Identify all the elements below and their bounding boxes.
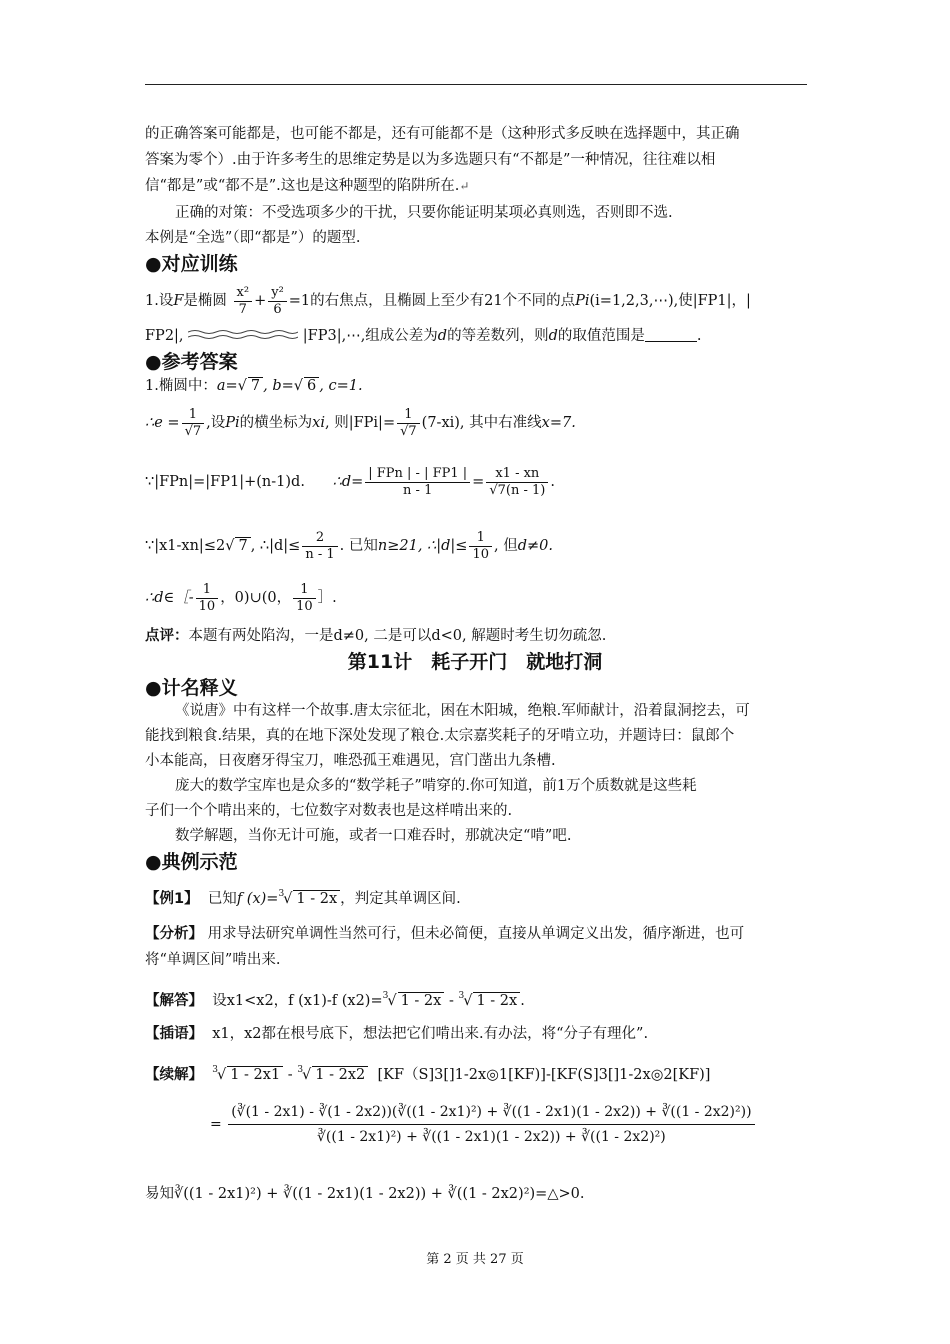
section-heading-example: ●典例示范 xyxy=(145,851,238,873)
example-line-1: 【例1】 已知f (x)=$^3$√ 1 - 2x ，判定其单调区间. xyxy=(145,884,807,909)
header-rule xyxy=(145,84,807,85)
section-heading-name: ●计名释义 xyxy=(145,677,238,699)
answer-line-2: ∴e = $\frac{1}{√7}$ ,设Pi的横坐标为xi, 则|FPi|= $\frac{1}{√7}$ (7-xi), 其中右准线x=7. xyxy=(145,406,576,439)
answer-blank xyxy=(645,327,697,342)
section-heading-training: ●对应训练 xyxy=(145,253,238,275)
intro-line-2: 答案为零个）.由于许多考生的思维定势是以为多选题只有“不都是”一种情况，往往难以相 xyxy=(145,152,716,168)
intro-line-1: 的正确答案可能都是，也可能不都是，还有可能都不是（这种形式多反映在选择题中，其正确 xyxy=(145,126,740,142)
sqrt-6: √ 6 xyxy=(294,376,319,396)
sqrt-7: √ 7 xyxy=(238,376,263,396)
fraction-1-over-sqrt7-b: $\frac{1}{√7}$ xyxy=(397,407,420,440)
wavy-underline-icon xyxy=(188,329,298,341)
fraction-2-over-n-1: $\frac{2}{n - 1}$ xyxy=(302,530,337,563)
fraction-x-diff: $\frac{x1 - xn}{√7(n - 1)}$ xyxy=(486,466,548,499)
story-line-5: 子们一个个啃出来的，七位数字对数表也是这样啃出来的. xyxy=(145,803,513,819)
intro-line-5: 本例是“全选”（即“都是”）的题型. xyxy=(145,230,361,246)
example-insert: 【插语】 x1，x2都在根号底下，想法把它们啃出来.有办法，将“分子有理化”. xyxy=(145,1026,649,1042)
cbrt-a: $^3$√ 1 - 2x xyxy=(383,986,445,1011)
story-line-1: 《说唐》中有这样一个故事.唐太宗征北，困在木阳城，绝粮.军师献计，沿着鼠洞挖去，可 xyxy=(175,703,750,719)
intro-line-4: 正确的对策：不受选项多少的干扰，只要你能证明某项必真则选，否则即不选. xyxy=(175,205,673,221)
cbrt-x2: $^3$√ 1 - 2x2 xyxy=(297,1060,368,1085)
exercise-line-2: FP2|, |FP3|,⋯,组成公差为d的等差数列，则d的取值范围是 . xyxy=(145,328,702,344)
chapter-title: 第11计 耗子开门 就地打洞 xyxy=(347,651,603,673)
fraction-fp-diff: $\frac{\text{| FPn | - | FP1 |}}{n - 1}$ xyxy=(365,466,470,499)
paragraph-mark: ↵ xyxy=(459,179,470,193)
example-conclusion: 易知∛((1 - 2x1)²) + ∛((1 - 2x1)(1 - 2x2)) + ∛((1 - 2x2)²)=△>0. xyxy=(145,1186,585,1202)
fraction-neg-1-over-10: $\frac{1}{10}$ xyxy=(196,582,219,615)
example-analysis-2: 将“单调区间”啃出来. xyxy=(145,952,281,968)
big-fraction: (∛(1 - 2x1) - ∛(1 - 2x2))(∛((1 - 2x1)²) + ∛((1 - 2x1)(1 - 2x2)) + ∛((1 - 2x2)²)) ∛((1 - 2x1)²) + ∛((1 - 2x1)(1 - 2x2)) + ∛((1 - 2x2)²) xyxy=(228,1100,754,1149)
cbrt-1-2x: $^3$√ 1 - 2x xyxy=(278,884,340,909)
exercise-line-1: 1.设F是椭圆 $\frac{\text{x²}}{7}$ + $\frac{\text{y²}}{6}$ =1的右焦点，且椭圆上至少有21个不同的点Pi(i=1,2,3,⋯),使|FP1|，| xyxy=(145,284,751,317)
example-continued: 【续解】 $^3$√ 1 - 2x1 - $^3$√ 1 - 2x2 [KF（S]3[]1-2x◎1[KF)]-[KF(S]3[]1-2x◎2[KF)] xyxy=(145,1060,807,1085)
fraction-y2-over-6: $\frac{\text{y²}}{6}$ xyxy=(268,285,287,318)
story-line-6: 数学解题，当你无计可施，或者一口难吞时，那就决定“啃”吧. xyxy=(175,828,572,844)
story-line-3: 小本能高，日夜磨牙得宝刀，唯恐孤王难遇见，宫门凿出九条槽. xyxy=(145,753,556,769)
story-line-2: 能找到粮食.结果，真的在地下深处发现了粮仓.太宗嘉奖耗子的牙啃立功，并题诗曰：鼠郎个 xyxy=(145,728,735,744)
rationalized-fraction: = (∛(1 - 2x1) - ∛(1 - 2x2))(∛((1 - 2x1)²) + ∛((1 - 2x1)(1 - 2x2)) + ∛((1 - 2x2)²)) ∛((1 - 2x1)²) + ∛((1 - 2x1)(1 - 2x2)) + ∛((1 - 2x2)²) xyxy=(210,1100,770,1149)
section-heading-answer: ●参考答案 xyxy=(145,351,238,373)
fraction-1-over-10-b: $\frac{1}{10}$ xyxy=(293,582,316,615)
cbrt-x1: $^3$√ 1 - 2x1 xyxy=(212,1060,283,1085)
answer-line-3: ∵|FPn|=|FP1|+(n-1)d. ∴d= $\frac{\text{| FPn | - | FP1 |}}{n - 1}$ = $\frac{x1 - xn}{√7(n - 1)}$ . xyxy=(145,465,555,498)
page-footer: 第 2 页 共 27 页 xyxy=(426,1252,524,1267)
answer-line-4: ∵|x1-xn|≤2√ 7 , ∴|d|≤ $\frac{2}{n - 1}$ . 已知n≥21, ∴|d|≤ $\frac{1}{10}$ , 但d≠0. xyxy=(145,524,807,568)
story-line-4: 庞大的数学宝库也是众多的“数学耗子”啃穿的.你可知道，前1万个质数就是这些耗 xyxy=(175,778,697,794)
sqrt-7-b: √ 7 xyxy=(225,524,250,568)
answer-comment: 点评：本题有两处陷沟，一是d≠0, 二是可以d<0, 解题时考生切勿疏忽. xyxy=(145,628,607,644)
answer-line-5: ∴d∈［- $\frac{1}{10}$ ，0)∪(0， $\frac{1}{10}$ ］. xyxy=(145,581,337,614)
fraction-1-over-10: $\frac{1}{10}$ xyxy=(469,530,492,563)
example-analysis-1: 【分析】 用求导法研究单调性当然可行，但未必简便，直接从单调定义出发，循序渐进，也可 xyxy=(145,926,745,942)
cbrt-b: $^3$√ 1 - 2x xyxy=(458,986,520,1011)
intro-line-3: 信“都是”或“都不是”.这也是这种题型的陷阱所在.↵ xyxy=(145,178,470,194)
example-solution: 【解答】 设x1<x2，f (x1)-f (x2)=$^3$√ 1 - 2x - $^3$√ 1 - 2x . xyxy=(145,986,807,1011)
fraction-1-over-sqrt7: $\frac{1}{√7}$ xyxy=(182,407,205,440)
answer-line-1: 1.椭圆中：a=√ 7 , b=√ 6 , c=1. xyxy=(145,378,363,394)
fraction-x2-over-7: $\frac{\text{x²}}{7}$ xyxy=(234,285,253,318)
